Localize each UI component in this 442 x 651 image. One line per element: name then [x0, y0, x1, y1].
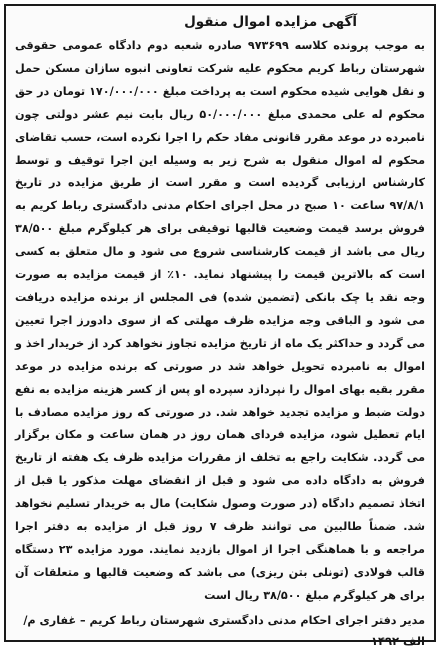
notice-body: به موجب پرونده کلاسه ۹۷۳۶۹۹ صادره شعبه دوم دادگاه عمومی حقوقی شهرستان رباط کریم محکوم علیه شرکت تعاونی انبوه سازان مسکن حمل و نقل هوایی شیده محکوم است به پرداخت مبلغ ۱۷۰/۰۰۰/۰۰۰ تومان در حق محکوم له علی محمدی مبلغ ۵۰/۰۰۰/۰۰۰ ریال بابت نیم عشر دولتی چون نامبرده در موعد مقرر قانونی مفاد حکم را اجرا نکرده است، حسب تقاضای محکوم له اموال منقول به شرح زیر به وسیله این اجرا توقیف و توسط کارشناس ارزیابی گردیده است و مقرر است از طریق مزایده در تاریخ ۹۷/۸/۱ ساعت ۱۰ صبح در محل اجرای احکام مدنی دادگستری رباط کریم به فروش برسد قیمت وضعیت قالبها توقیفی برای هر کیلوگرم مبلغ ۳۸/۵۰۰ ریال می باشد از قیمت کارشناسی شروع می شود و مال متعلق به کسی است که بالاترین قیمت را پیشنهاد نماید. ۱۰٪ از قیمت مزایده به صورت وجه نقد یا چک بانکی (تضمین شده) فی المجلس از برنده مزایده دریافت می شود و الباقی وجه مزایده ظرف مهلتی که از سوی دادورز اجرا تعیین می گردد و حداکثر یک ماه از تاریخ مزایده تجاوز نخواهد کرد از خریدار اخذ و اموال به نامبرده تحویل خواهد شد در صورتی که برنده مزایده در موعد مقرر بقیه بهای اموال را نپردازد سپرده او پس از کسر هزینه مزایده به نفع دولت ضبط و مزایده تجدید خواهد شد. در صورتی که روز مزایده مصادف با ایام تعطیل شود، مزایده فردای همان روز در همان ساعت و مکان برگزار می گردد. شکایت راجع به تخلف از مقررات مزایده ظرف یک هفته از تاریخ فروش به دادگاه داده می شود و قبل از انقضای مهلت مذکور یا قبل از اتخاذ تصمیم دادگاه (در صورت وصول شکایت) مال به خریدار تسلیم نخواهد شد. ضمناً طالبین می توانند ظرف ۷ روز قبل از مزایده به دفتر اجرا مراجعه و با هماهنگی اجرا از اموال بازدید نمایند. مورد مزایده ۲۳ دستگاه قالب فولادی (تونلی بتن ریزی) می باشد که وضعیت قالبها و متعلقات آن برای هر کیلوگرم مبلغ ۳۸/۵۰۰ ریال است — [15, 39, 426, 602]
notice-reference: الف ۱۴۹۲ — [370, 633, 425, 648]
notice-signature: مدیر دفتر اجرای احکام مدنی دادگستری شهرستان رباط کریم – غفاری م/ — [23, 613, 425, 627]
notice-title: آگهی مزایده اموال منقول — [184, 14, 357, 30]
auction-notice — [4, 4, 436, 648]
